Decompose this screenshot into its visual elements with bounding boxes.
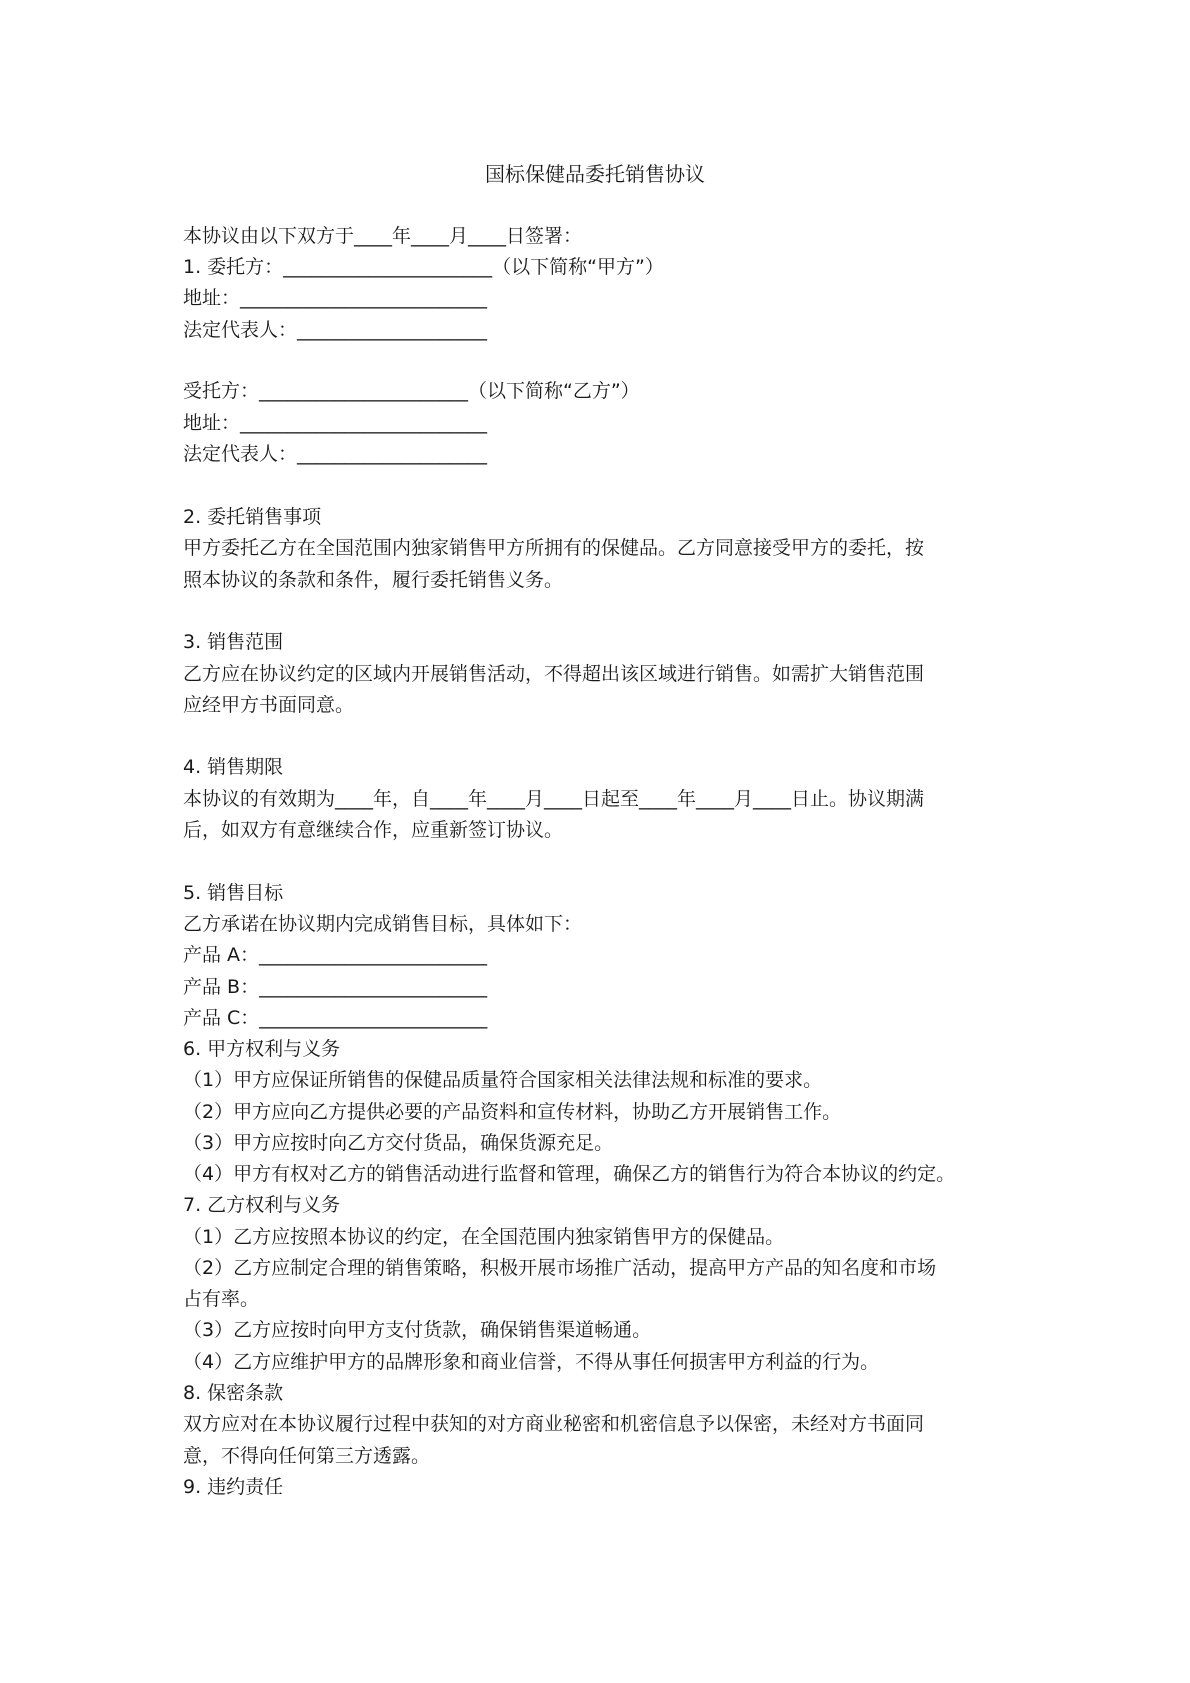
section-7-item-1: （1）乙方应按照本协议的约定，在全国范围内独家销售甲方的保健品。 bbox=[183, 1226, 785, 1248]
section-2-paragraph-line: 甲方委托乙方在全国范围内独家销售甲方所拥有的保健品。乙方同意接受甲方的委托，按 bbox=[183, 537, 925, 559]
document-title: 国标保健品委托销售协议 bbox=[485, 162, 705, 186]
section-4-paragraph-line: 本协议的有效期为____年，自____年____月____日起至____年____月____日止。协议期满 bbox=[183, 788, 925, 810]
section-6-heading: 6. 甲方权利与义务 bbox=[183, 1038, 341, 1060]
product-b-target-line: 产品 B：________________________ bbox=[183, 976, 488, 998]
section-8-paragraph-line: 双方应对在本协议履行过程中获知的对方商业秘密和机密信息予以保密，未经对方书面同 bbox=[183, 1413, 925, 1435]
section-8-paragraph-line: 意，不得向任何第三方透露。 bbox=[183, 1445, 431, 1467]
party-b-name-line: 受托方：______________________（以下简称“乙方”） bbox=[183, 380, 640, 402]
section-7-heading: 7. 乙方权利与义务 bbox=[183, 1194, 341, 1216]
section-6-item-4: （4）甲方有权对乙方的销售活动进行监督和管理，确保乙方的销售行为符合本协议的约定。 bbox=[183, 1163, 956, 1185]
section-2-heading: 2. 委托销售事项 bbox=[183, 506, 322, 528]
product-c-target-line: 产品 C：________________________ bbox=[183, 1007, 488, 1029]
section-9-heading: 9. 违约责任 bbox=[183, 1476, 284, 1498]
party-a-address-line: 地址：__________________________ bbox=[183, 287, 488, 309]
party-a-name-line: 1. 委托方：______________________（以下简称“甲方”） bbox=[183, 256, 664, 278]
section-6-item-2: （2）甲方应向乙方提供必要的产品资料和宣传材料，协助乙方开展销售工作。 bbox=[183, 1101, 842, 1123]
section-7-item-2-continued: 占有率。 bbox=[183, 1288, 260, 1310]
section-2-paragraph-line: 照本协议的条款和条件，履行委托销售义务。 bbox=[183, 569, 564, 591]
section-3-paragraph-line: 乙方应在协议约定的区域内开展销售活动，不得超出该区域进行销售。如需扩大销售范围 bbox=[183, 663, 925, 685]
section-8-heading: 8. 保密条款 bbox=[183, 1382, 284, 1404]
section-3-heading: 3. 销售范围 bbox=[183, 631, 284, 653]
party-b-address-line: 地址：__________________________ bbox=[183, 412, 488, 434]
signing-date-line: 本协议由以下双方于____年____月____日签署： bbox=[183, 225, 583, 247]
section-6-item-3: （3）甲方应按时向乙方交付货品，确保货源充足。 bbox=[183, 1132, 614, 1154]
party-b-representative-line: 法定代表人：____________________ bbox=[183, 443, 488, 465]
section-4-paragraph-line: 后，如双方有意继续合作，应重新签订协议。 bbox=[183, 819, 564, 841]
section-7-item-4: （4）乙方应维护甲方的品牌形象和商业信誉，不得从事任何损害甲方利益的行为。 bbox=[183, 1351, 880, 1373]
section-5-heading: 5. 销售目标 bbox=[183, 882, 284, 904]
section-6-item-1: （1）甲方应保证所销售的保健品质量符合国家相关法律法规和标准的要求。 bbox=[183, 1069, 823, 1091]
section-7-item-2: （2）乙方应制定合理的销售策略，积极开展市场推广活动，提高甲方产品的知名度和市场 bbox=[183, 1257, 937, 1279]
section-4-heading: 4. 销售期限 bbox=[183, 756, 284, 778]
party-a-representative-line: 法定代表人：____________________ bbox=[183, 319, 488, 341]
section-7-item-3: （3）乙方应按时向甲方支付货款，确保销售渠道畅通。 bbox=[183, 1319, 652, 1341]
product-a-target-line: 产品 A：________________________ bbox=[183, 944, 488, 966]
section-5-paragraph-line: 乙方承诺在协议期内完成销售目标，具体如下： bbox=[183, 913, 583, 935]
section-3-paragraph-line: 应经甲方书面同意。 bbox=[183, 694, 355, 716]
